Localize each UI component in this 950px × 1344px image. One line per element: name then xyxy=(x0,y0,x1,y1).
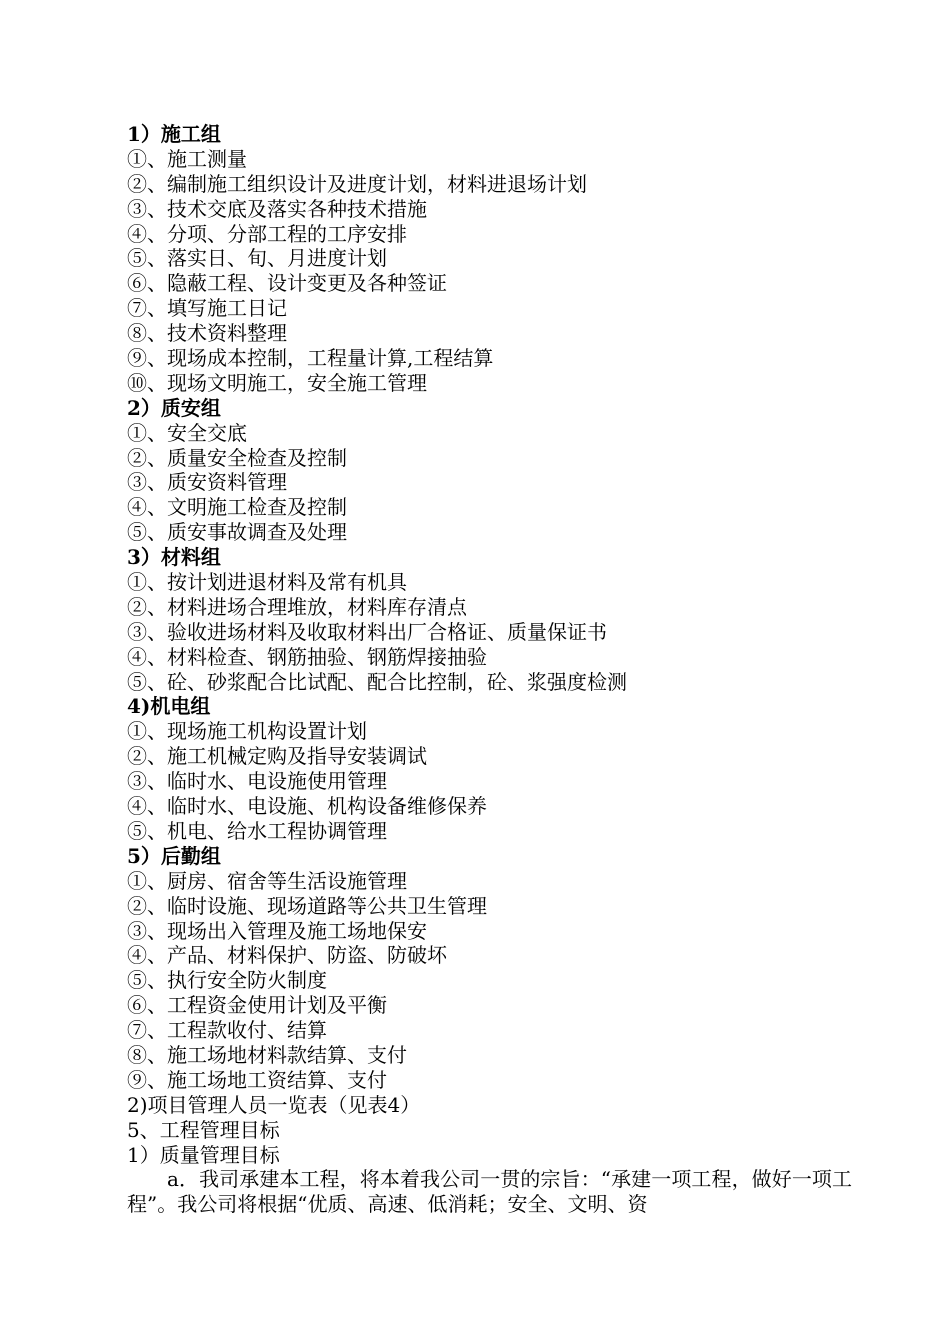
list-item: ④、文明施工检查及控制 xyxy=(127,495,347,520)
list-item: ③、临时水、电设施使用管理 xyxy=(127,769,387,794)
list-item: ④、分项、分部工程的工序安排 xyxy=(127,221,407,246)
list-item: ⑨、施工场地工资结算、支付 xyxy=(127,1067,387,1092)
list-item: ④、产品、材料保护、防盗、防破坏 xyxy=(127,943,447,968)
list-item: ①、施工测量 xyxy=(127,146,247,171)
list-item: ⑧、施工场地材料款结算、支付 xyxy=(127,1042,407,1067)
list-item: ④、临时水、电设施、机构设备维修保养 xyxy=(127,794,487,819)
list-item: ②、临时设施、现场道路等公共卫生管理 xyxy=(127,893,487,918)
section-heading: 4)机电组 xyxy=(127,694,211,719)
list-item: ③、技术交底及落实各种技术措施 xyxy=(127,196,427,221)
list-item: ③、验收进场材料及收取材料出厂合格证、质量保证书 xyxy=(127,619,607,644)
list-item: ②、材料进场合理堆放，材料库存清点 xyxy=(127,594,467,619)
chapter-heading: 5、工程管理目标 xyxy=(127,1117,280,1142)
staff-table-reference: 2)项目管理人员一览表（见表4） xyxy=(127,1092,421,1117)
list-item: ①、按计划进退材料及常有机具 xyxy=(127,570,407,595)
list-item: ④、材料检查、钢筋抽验、钢筋焊接抽验 xyxy=(127,644,487,669)
list-item: ⑥、隐蔽工程、设计变更及各种签证 xyxy=(127,271,447,296)
list-item: ⑨、现场成本控制，工程量计算,工程结算 xyxy=(127,346,494,371)
list-item: ⑤、执行安全防火制度 xyxy=(127,968,327,993)
list-item: ②、质量安全检查及控制 xyxy=(127,445,347,470)
document-page xyxy=(127,122,852,1217)
list-item: ⑤、质安事故调查及处理 xyxy=(127,520,347,545)
list-item: ①、安全交底 xyxy=(127,420,247,445)
list-item: ⑦、工程款收付、结算 xyxy=(127,1018,327,1043)
list-item: ⑤、落实日、旬、月进度计划 xyxy=(127,246,387,271)
list-item: ⑧、技术资料整理 xyxy=(127,321,287,346)
list-item: ⑤、机电、给水工程协调管理 xyxy=(127,818,387,843)
list-item: ①、厨房、宿舍等生活设施管理 xyxy=(127,868,407,893)
list-item: ②、编制施工组织设计及进度计划，材料进退场计划 xyxy=(127,171,587,196)
section-heading: 1）施工组 xyxy=(127,122,221,146)
subsection-heading: 1）质量管理目标 xyxy=(127,1142,280,1167)
section-heading: 5）后勤组 xyxy=(127,843,221,868)
quality-goal-paragraph: a．我司承建本工程，将本着我公司一贯的宗旨：“承建一项工程，做好一项工程”。我公司将根据“优质、高速、低消耗；安全、文明、资 xyxy=(127,1167,852,1217)
list-item: ⑤、砼、砂浆配合比试配、配合比控制，砼、浆强度检测 xyxy=(127,669,627,694)
list-item: ③、现场出入管理及施工场地保安 xyxy=(127,918,427,943)
section-heading: 2）质安组 xyxy=(127,395,221,420)
list-item: ②、施工机械定购及指导安装调试 xyxy=(127,744,427,769)
list-item: ③、质安资料管理 xyxy=(127,470,287,495)
list-item: ⑦、填写施工日记 xyxy=(127,296,287,321)
list-item: ⑩、现场文明施工，安全施工管理 xyxy=(127,370,427,395)
list-item: ⑥、工程资金使用计划及平衡 xyxy=(127,993,387,1018)
list-item: ①、现场施工机构设置计划 xyxy=(127,719,367,744)
section-heading: 3）材料组 xyxy=(127,545,221,570)
